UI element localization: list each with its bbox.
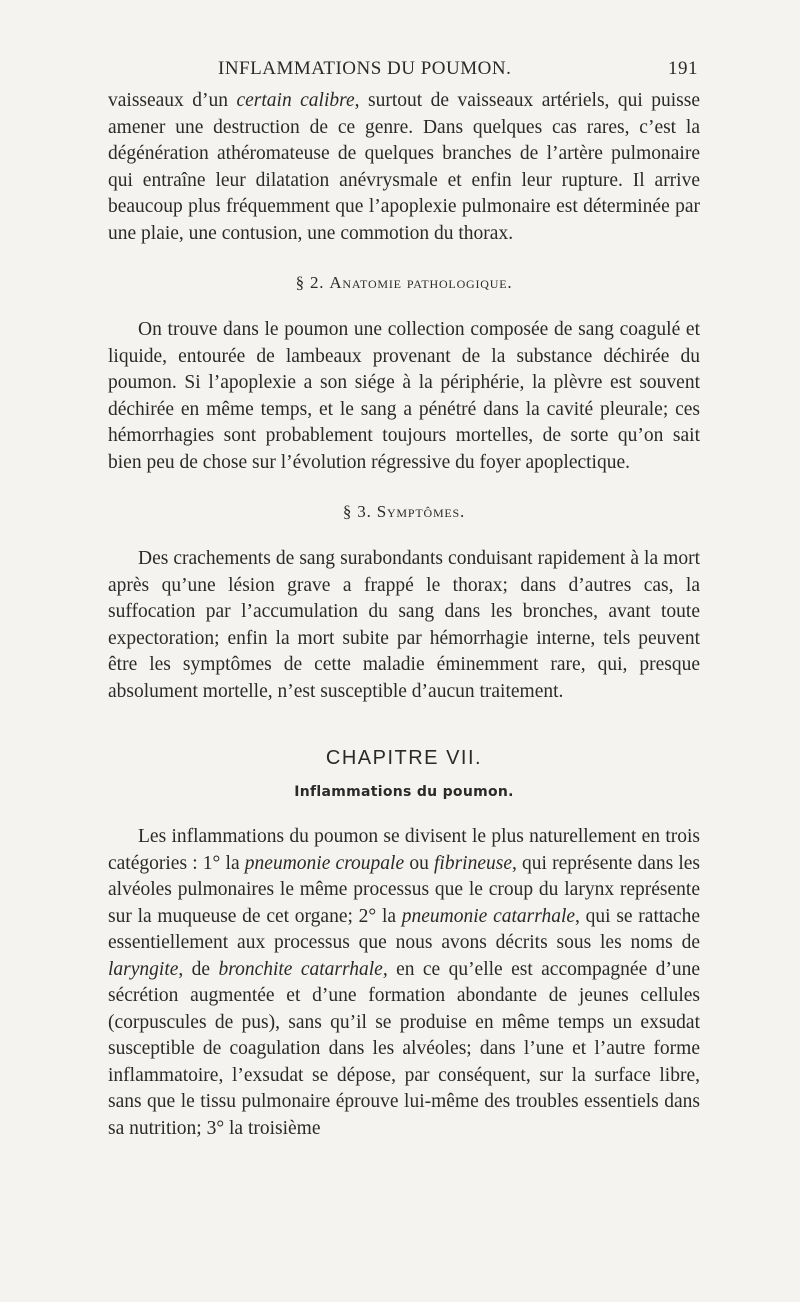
text-run: , qui se rattache essentiellement aux processus que nous avons décrits sous les noms de bbox=[108, 905, 700, 953]
chapter-heading: CHAPITRE VII. bbox=[325, 747, 483, 769]
running-head bbox=[108, 58, 700, 88]
italic-term: fibrineuse bbox=[434, 852, 512, 874]
text-run: vaisseaux d’un bbox=[108, 90, 237, 111]
page-number: 191 bbox=[668, 58, 698, 79]
section-heading-symptoms bbox=[108, 502, 700, 522]
text-run: , surtout de vaisseaux artériels, qui puisse amener une destruction de ce genre. Dans quelques cas rares, c’est la dégénération athéromateuse de quelques branches de l’artère pulmonaire qui entraîne leur dilatation anévrysmale et enfin leur rupture. Il arrive beaucoup plus fréquemment que l’apoplexie pulmonaire est déterminée par une plaie, une contusion, une commotion du thorax. bbox=[108, 90, 700, 244]
paragraph-anatomy: On trouve dans le poumon une collection composée de sang coagulé et liquide, entourée de lambeaux provenant de la substance déchirée du poumon. Si l’apoplexie a son siége à la périphérie, la plèvre est souvent déchirée en même temps, et le sang a pénétré dans la cavité pleurale; ces hémorrhagies sont probablement toujours mortelles, de sorte qu’on sait bien peu de chose sur l’évolution régressive du foyer apoplectique. bbox=[108, 319, 700, 473]
section-number: § 3. bbox=[342, 502, 372, 521]
paragraph-inflammation-categories bbox=[108, 824, 700, 1142]
text-run: , de bbox=[178, 958, 219, 980]
text-run: , qui représente dans les alvéoles pulmonaires le même processus que le croup du larynx représente sur la muqueuse de cet organe; 2° la bbox=[108, 852, 701, 927]
paragraph-apoplexy-causes bbox=[108, 88, 700, 247]
section-title: Symptômes. bbox=[376, 502, 466, 521]
text-run: ou bbox=[404, 852, 434, 874]
italic-term: pneumonie croupale bbox=[244, 852, 405, 874]
italic-term: certain calibre bbox=[236, 90, 355, 111]
chapter-subtitle: Inflammations du poumon. bbox=[294, 784, 514, 800]
italic-term: laryngite bbox=[108, 958, 179, 980]
book-page bbox=[108, 58, 700, 1142]
section-heading-anatomy bbox=[108, 273, 700, 293]
paragraph-symptoms: Des crachements de sang surabondants conduisant rapidement à la mort après qu’une lésion grave a frappé le thorax; dans d’autres cas, la suffocation par l’accumulation du sang dans les bronches, avant toute expectoration; enfin la mort subite par hémorrhagie interne, tels peuvent être les symptômes de cette maladie éminemment rare, qui, presque absolument mortelle, n’est susceptible d’aucun traitement. bbox=[108, 548, 700, 702]
text-run: Les inflammations du poumon se divisent le plus naturellement en trois catégories : 1° la bbox=[108, 826, 700, 874]
section-title: Anatomie pathologique. bbox=[329, 273, 513, 292]
section-number: § 2. bbox=[295, 273, 325, 292]
running-title: INFLAMMATIONS DU POUMON. bbox=[218, 58, 512, 79]
text-run: en ce qu’elle est accompagnée d’une sécrétion augmentée et d’une formation abondante de jeunes cellules (corpuscules de pus), sans qu’il se produise en même temps un exsudat susceptible de coagulation dans les alvéoles; dans l’une et l’autre forme inflammatoire, l’exsudat se dépose, par conséquent, sur la surface libre, sans que le tissu pulmonaire éprouve lui-même des troubles essentiels dans sa nutrition; 3° la troisième bbox=[108, 958, 701, 1139]
italic-term: bronchite catarrhale, bbox=[218, 958, 388, 980]
italic-term: pneumonie catarrhale bbox=[401, 905, 576, 927]
